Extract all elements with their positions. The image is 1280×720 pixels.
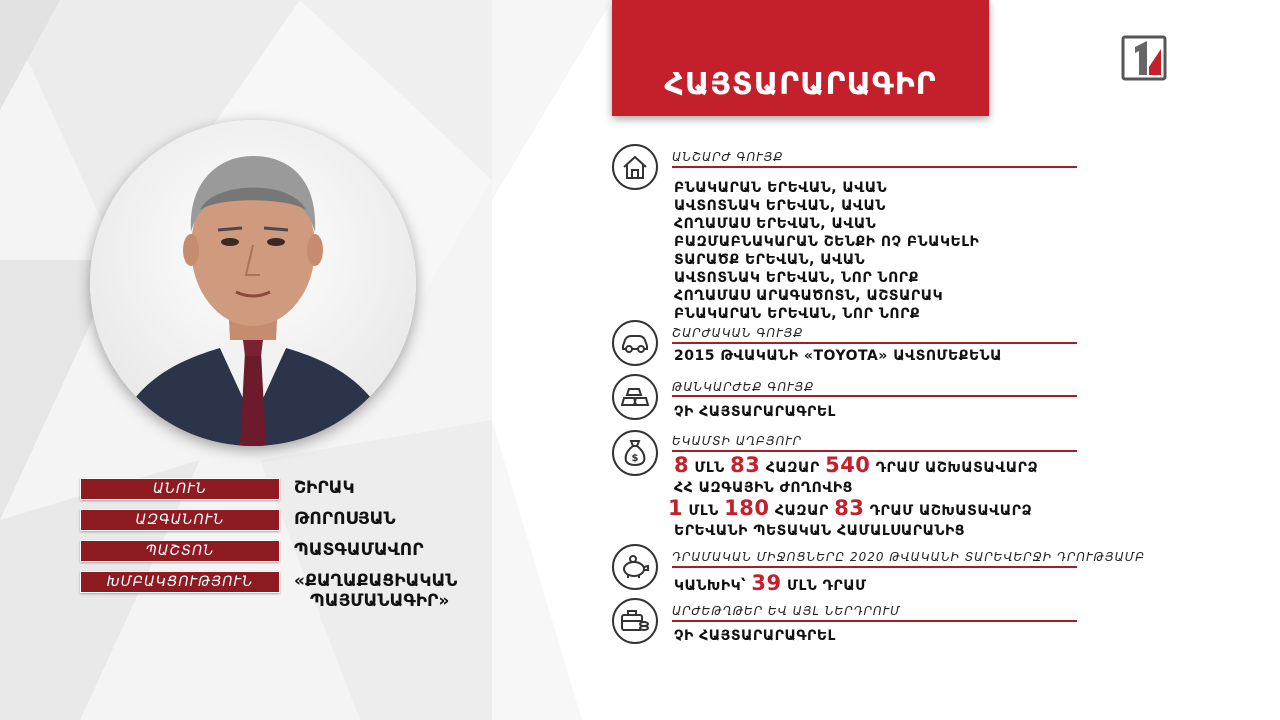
real-estate-underline <box>672 166 1077 168</box>
gold-bars-icon <box>612 374 658 420</box>
real-estate-item: ՏԱՐԱԾՔ ԵՐԵՎԱՆ, ԱՎԱՆ <box>674 252 866 268</box>
movable-underline <box>672 342 1077 344</box>
income-amount-1-millions: 8 <box>674 453 690 477</box>
info-row-position <box>80 540 424 562</box>
cash-unit: ՄԼՆ ԴՐԱՄ <box>787 578 867 594</box>
securities-underline <box>672 620 1077 622</box>
svg-text:$: $ <box>631 453 639 464</box>
income-unit: ՀԱԶԱՐ <box>765 460 820 476</box>
income-source-1: ՀՀ ԱԶԳԱՅԻՆ ԺՈՂՈՎԻՑ <box>674 480 853 496</box>
info-label-position: ՊԱՇՏՈՆ <box>80 540 280 562</box>
cash-label: ԿԱՆԽԻԿ՝ <box>674 578 747 594</box>
cash-amount: 39 <box>751 571 782 595</box>
real-estate-heading: ԱՆՇԱՐԺ ԳՈՒՅՔ <box>672 150 784 164</box>
real-estate-item: ՀՈՂԱՄԱՍ ԵՐԵՎԱՆ, ԱՎԱՆ <box>674 216 877 232</box>
portrait-photo <box>90 120 416 446</box>
income-unit: ՀԱԶԱՐ <box>774 503 829 519</box>
info-row-first-name <box>80 478 355 500</box>
info-value-first-name: ՇԻՐԱԿ <box>294 478 355 498</box>
left-panel <box>0 0 492 720</box>
info-label-first-name: ԱՆՈՒՆ <box>80 478 280 500</box>
movable-text: 2015 ԹՎԱԿԱՆԻ «TOYOTA» ԱՎՏՈՄԵՔԵՆԱ <box>674 348 1003 364</box>
income-unit: ԴՐԱՄ ԱՇԽԱՏԱՎԱՐՁ <box>869 503 1033 519</box>
securities-heading: ԱՐԺԵԹՂԹԵՐ ԵՎ ԱՅԼ ՆԵՐԴՐՈՒՄ <box>672 604 901 618</box>
briefcase-coins-icon <box>612 598 658 644</box>
movable-heading: ՇԱՐԺԱԿԱՆ ԳՈՒՅՔ <box>672 326 804 340</box>
income-amount-1-units: 540 <box>825 453 871 477</box>
income-amount-1-thousands: 83 <box>730 453 761 477</box>
valuables-text: ՉԻ ՀԱՅՏԱՐԱՐԱԳՐԵԼ <box>674 404 836 420</box>
info-value-position: ՊԱՏԳԱՄԱՎՈՐ <box>294 540 424 560</box>
income-amount-2-millions: 1 <box>668 496 684 520</box>
info-value-last-name: ԹՈՐՈՍՅԱՆ <box>294 509 396 529</box>
info-value-faction: «ՔԱՂԱՔԱՑԻԱԿԱՆ <box>294 571 458 591</box>
cash-heading: ԴՐԱՄԱԿԱՆ ՄԻՋՈՑՆԵՐԸ 2020 ԹՎԱԿԱՆԻ ՏԱՐԵՎԵՐՋԻ ԴՐՈՒԹՅԱՄԲ <box>672 550 1146 564</box>
securities-text: ՉԻ ՀԱՅՏԱՐԱՐԱԳՐԵԼ <box>674 628 836 644</box>
title-banner <box>612 0 989 116</box>
info-value-faction-line2: ՊԱՅՄԱՆԱԳԻՐ» <box>310 591 450 611</box>
real-estate-item: ԲՆԱԿԱՐԱՆ ԵՐԵՎԱՆ, ԱՎԱՆ <box>674 180 888 196</box>
real-estate-item: ԱՎՏՈՏՆԱԿ ԵՐԵՎԱՆ, ՆՈՐ ՆՈՐՔ <box>674 270 919 286</box>
piggy-bank-icon <box>612 544 658 590</box>
real-estate-item: ԲԱԶՄԱԲՆԱԿԱՐԱՆ ՇԵՆՔԻ ՈՉ ԲՆԱԿԵԼԻ <box>674 234 980 250</box>
page-title: ՀԱՅՏԱՐԱՐԱԳԻՐ <box>664 67 937 102</box>
income-amount-2-units: 83 <box>834 496 865 520</box>
income-source-2: ԵՐԵՎԱՆԻ ՊԵՏԱԿԱՆ ՀԱՄԱԼՍԱՐԱՆԻՑ <box>674 523 966 539</box>
car-icon <box>612 320 658 366</box>
valuables-underline <box>672 395 1077 397</box>
cash-line <box>674 571 867 595</box>
income-underline <box>672 450 1077 452</box>
real-estate-item: ԲՆԱԿԱՐԱՆ ԵՐԵՎԱՆ, ՆՈՐ ՆՈՐՔ <box>674 306 921 322</box>
info-label-faction: ԽՄԲԱԿՑՈՒԹՅՈՒՆ <box>80 571 280 593</box>
info-row-faction <box>80 571 458 611</box>
money-bag-icon <box>612 430 658 476</box>
valuables-heading: ԹԱՆԿԱՐԺԵՔ ԳՈՒՅՔ <box>672 380 815 394</box>
channel-one-logo-icon <box>1121 35 1167 81</box>
real-estate-item: ԱՎՏՈՏՆԱԿ ԵՐԵՎԱՆ, ԱՎԱՆ <box>674 198 886 214</box>
income-unit: ՄԼՆ <box>688 503 719 519</box>
info-label-last-name: ԱԶԳԱՆՈՒՆ <box>80 509 280 531</box>
channel-logo <box>1121 35 1167 81</box>
income-heading: ԵԿԱՄՏԻ ԱՂԲՅՈՒՐ <box>672 434 803 448</box>
income-line-1 <box>674 453 1038 477</box>
info-row-last-name <box>80 509 396 531</box>
income-unit: ԴՐԱՄ ԱՇԽԱՏԱՎԱՐՁ <box>875 460 1039 476</box>
income-line-2 <box>668 496 1032 520</box>
income-unit: ՄԼՆ <box>694 460 725 476</box>
cash-underline <box>672 566 1077 568</box>
income-amount-2-thousands: 180 <box>724 496 770 520</box>
house-icon <box>612 144 658 190</box>
real-estate-item: ՀՈՂԱՄԱՍ ԱՐԱԳԱԾՈՏՆ, ԱՇՏԱՐԱԿ <box>674 288 944 304</box>
